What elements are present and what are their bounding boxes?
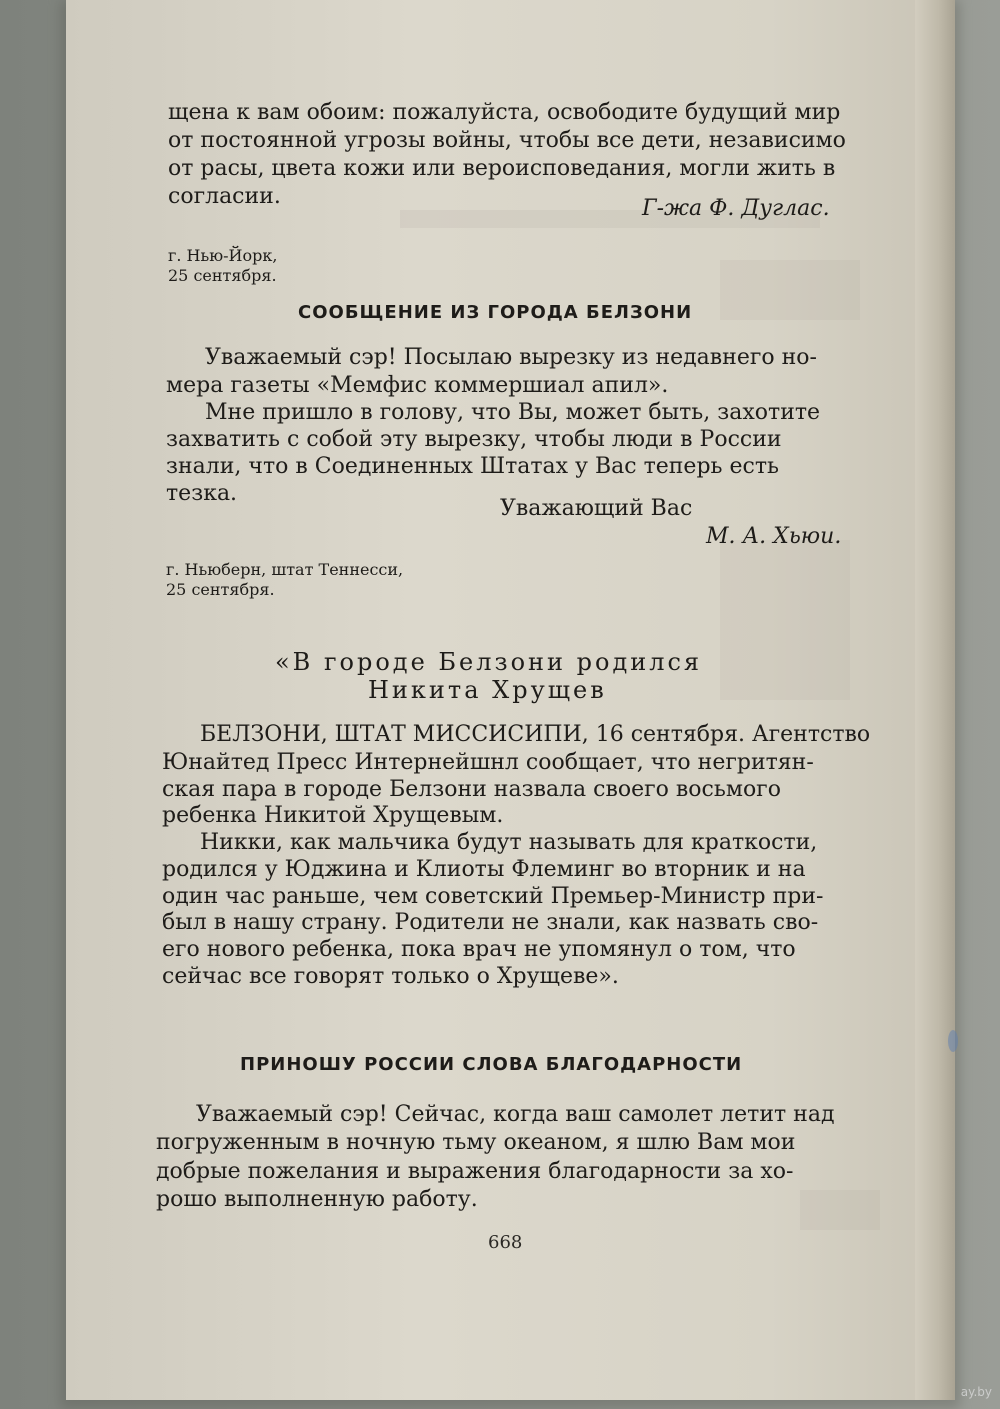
bleed-through-mark <box>800 1190 880 1230</box>
page-number: 668 <box>488 1232 523 1253</box>
text-line: Уважаемый сэр! Сейчас, когда ваш самолет летит над <box>196 1102 835 1127</box>
book-gutter <box>915 0 955 1400</box>
clipping-title: «В городе Белзони родился <box>275 648 703 676</box>
text-line: от постоянной угрозы войны, чтобы все дети, независимо <box>168 128 846 153</box>
text-line: захватить с собой эту вырезку, чтобы люди в России <box>166 427 782 452</box>
text-line: один час раньше, чем советский Премьер-Министр при- <box>162 884 824 909</box>
text-line: был в нашу страну. Родители не знали, как назвать сво- <box>162 910 819 935</box>
text-line: Юнайтед Пресс Интернейшнл сообщает, что негритян- <box>162 750 814 775</box>
watermark: ay.by <box>960 1385 992 1399</box>
text-line: щена к вам обоим: пожалуйста, освободите будущий мир <box>168 100 841 125</box>
clipping-title: Никита Хрущев <box>368 676 607 704</box>
text-line: сейчас все говорят только о Хрущеве». <box>162 964 619 989</box>
text-line: знали, что в Соединенных Штатах у Вас теперь есть <box>166 454 779 479</box>
text-line: Никки, как мальчика будут называть для краткости, <box>200 830 818 855</box>
text-line: Уважаемый сэр! Посылаю вырезку из недавнего но- <box>205 345 817 370</box>
section-heading: ПРИНОШУ РОССИИ СЛОВА БЛАГОДАРНОСТИ <box>240 1054 743 1075</box>
text-line: мера газеты «Мемфис коммершиал апил». <box>166 373 669 398</box>
text-line: от расы, цвета кожи или вероисповедания, могли жить в <box>168 156 836 181</box>
closing-line: Уважающий Вас <box>500 496 693 521</box>
text-line: ская пара в городе Белзони назвала своего восьмого <box>162 777 781 802</box>
text-line: тезка. <box>166 481 238 506</box>
text-line: добрые пожелания и выражения благодарности за хо- <box>156 1159 794 1184</box>
letter-date: 25 сентября. <box>166 580 275 599</box>
signature: Г-жа Ф. Дуглас. <box>642 196 830 221</box>
blue-ink-stain <box>948 1030 958 1052</box>
signature: М. А. Хьюи. <box>706 524 842 549</box>
text-line: его нового ребенка, пока врач не упомянул о том, что <box>162 937 796 962</box>
bleed-through-mark <box>720 260 860 320</box>
text-line: ребенка Никитой Хрущевым. <box>162 803 504 828</box>
text-line: рошо выполненную работу. <box>156 1187 478 1212</box>
letter-date: 25 сентября. <box>168 266 277 285</box>
section-heading: СООБЩЕНИЕ ИЗ ГОРОДА БЕЛЗОНИ <box>298 302 693 323</box>
text-line: погруженным в ночную тьму океаном, я шлю Вам мои <box>156 1130 796 1155</box>
bleed-through-mark <box>720 540 850 700</box>
letter-place: г. Ньюберн, штат Теннесси, <box>166 560 404 579</box>
text-line: БЕЛЗОНИ, ШТАТ МИССИСИПИ, 16 сентября. Агентство <box>200 722 871 747</box>
text-line: родился у Юджина и Клиоты Флеминг во вторник и на <box>162 857 806 882</box>
letter-place: г. Нью-Йорк, <box>168 246 278 265</box>
text-line: согласии. <box>168 184 281 209</box>
text-line: Мне пришло в голову, что Вы, может быть, захотите <box>205 400 821 425</box>
